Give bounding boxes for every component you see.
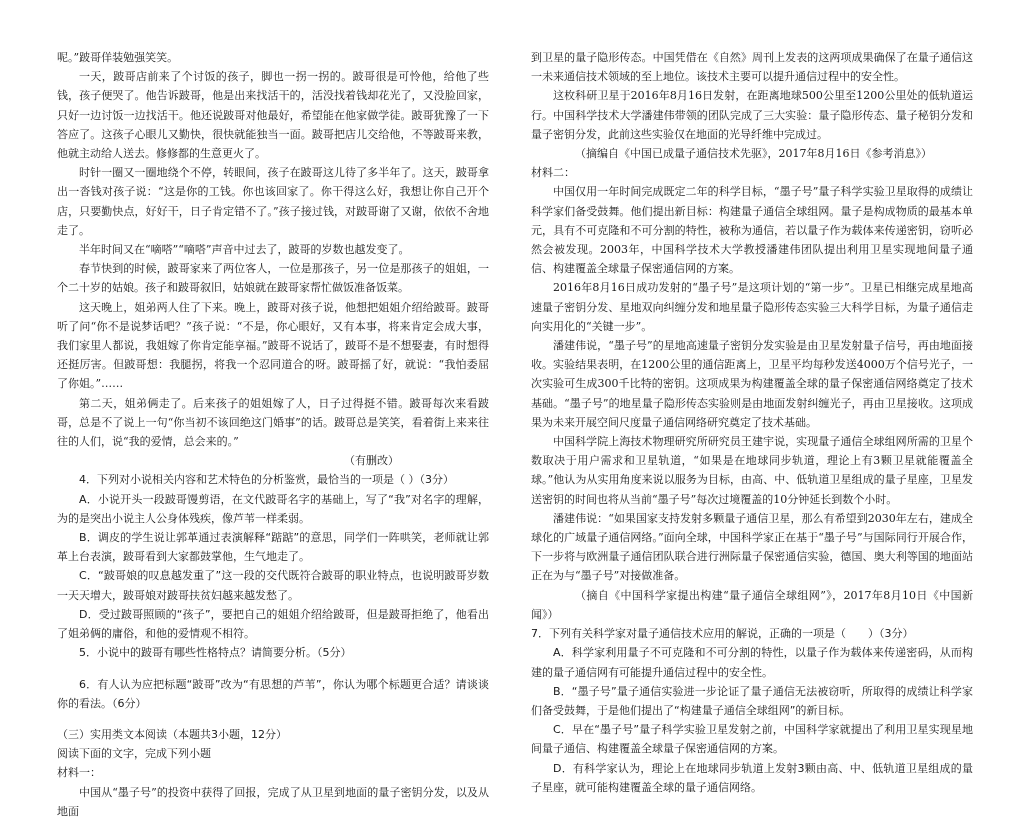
story-paragraph: 时针一圈又一圈地绕个不停，转眼间，孩子在跛哥这儿待了多半年了。这天，跛哥拿出一沓钱对孩子说：“这是你的工钱。你也该回家了。你干得这么好，我想让你自己开个店，只要勤快点，好好干，日子肯定错不了。”孩子接过钱，对跛哥谢了又谢，依依不舍地走了。 — [57, 166, 489, 237]
question-4-stem: 4．下列对小说相关内容和艺术特色的分析鉴赏，最恰当的一项是（ ）（3分） — [79, 473, 454, 487]
section-3-instruction: 阅读下面的文字，完成下列小题 — [57, 747, 211, 761]
material-1-paragraph: 中国从“墨子号”的投资中获得了回报，完成了从卫星到地面的量子密钥分发，以及从地面 — [57, 785, 489, 818]
story-paragraph: 春节快到的时候，跛哥家来了两位客人，一位是那孩子，另一位是那孩子的姐姐，一个二十岁的姑娘。孩子和跛哥叙旧，姑娘就在跛哥家帮忙做饭准备饭菜。 — [57, 262, 489, 295]
story-source: （有删改） — [344, 454, 399, 468]
material-1-paragraph: 这枚科研卫星于2016年8月16日发射，在距离地球500公里至1200公里处的低轨道运行。中国科学技术大学潘建伟带领的团队完成了三大实验：量子隐形传态、量子秘钥分发和量子密钥分发，此前这些实验仅在地面的光导纤维中完成过。 — [531, 89, 973, 141]
story-paragraph: 呢。”跛哥佯装勉强笑笑。 — [57, 51, 179, 64]
question-7-option-d: D．有科学家认为，理论上在地球同步轨道上发射3颗由高、中、低轨道卫星组成的量子星座，就可能构建覆盖全球的量子通信网络。 — [531, 761, 973, 794]
question-4-option-a: A．小说开头一段跛哥馒剪语，在文代跛哥名字的基础上，写了“我”对名字的理解，为的是突出小说主人公身体残疾，像芦苇一样柔弱。 — [57, 492, 489, 525]
material-2-reference: （摘自《中国科学家提出构建“量子通信全球组网”》，2017年8月10日《中国新闻》） — [531, 588, 973, 621]
story-paragraph: 第二天，姐弟俩走了。后来孩子的姐姐嫁了人，日子过得挺不错。跛哥每次来看跛哥，总是不了说上一句“你当初不该回绝这门婚事”的话。跛哥总是笑笑，看着街上来来往往的人们，说“我的爱情，总会来的。” — [57, 396, 489, 449]
question-4-option-d: D．受过跛哥照顾的“孩子”，要把自己的姐姐介绍给跛哥，但是跛哥拒绝了，他看出了姐弟俩的庸俗，和他的爱情观不相符。 — [57, 607, 489, 641]
right-column — [531, 48, 973, 797]
material-2-paragraph: 中国科学院上海技术物理研究所研究员王建宇说，实现量子通信全球组网所需的卫星个数取决于用户需求和卫星轨道，“如果是在地球同步轨道，理论上有3颗卫星就能覆盖全球。”他认为从实用角度来说以服务为目标，由高、中、低轨道卫星组成的量子星座，卫星发送密钥的时间也将从当前“墨子号”每次过境覆盖的10分钟延长到数个小时。 — [531, 435, 973, 506]
left-column — [57, 48, 489, 821]
material-2-label: 材料二： — [531, 166, 575, 180]
section-3-title: （三）实用类文本阅读（本题共3小题，12分） — [57, 727, 287, 741]
material-2-paragraph: 2016年8月16日成功发射的“墨子号”是这项计划的“第一步”。卫星已相继完成星地高速量子密钥分发、星地双向纠缠分发和地星量子隐形传态实验三大科学目标，为量子通信走向实用化的“关键一步”。 — [531, 281, 973, 333]
question-7-option-c: C．早在“墨子号”量子科学实验卫星发射之前，中国科学家就提出了利用卫星实现星地间量子通信、构建覆盖全球量子保密通信网的方案。 — [531, 723, 973, 756]
material-2-paragraph: 潘建伟说，“墨子号”的星地高速量子密钥分发实验是由卫星发射量子信号，再由地面接收。实验结果表明，在1200公里的通信距离上，卫星平均每秒发送4000万个信号光子，一次实验可生成300千比特的密钥。这项成果为构建覆盖全球的量子保密通信网络奠定了技术基础。“墨子号”的地星量子隐形传态实验则是由地面发射纠缠光子，再由卫星接收。这项成果为未来开展空间尺度量子通信网络研究奠定了技术基础。 — [531, 339, 973, 429]
story-paragraph: 一天，跛哥店前来了个讨饭的孩子，脚也一拐一拐的。跛哥很是可怜他，给他了些钱，孩子便哭了。他告诉跛哥，他是出来找活干的，活没找着钱却花光了，又没脸回家，只好一边讨饭一边找活干。他还说跛哥对他最好，希望能在他家做学徒。跛哥犹豫了一下答应了。这孩子心眼儿又勤快，很快就能独当一面。跛哥把店儿交给他，不等跛哥来教，他就主动给人送去。修修都的生意更火了。 — [57, 70, 489, 161]
material-2-paragraph: 中国仅用一年时间完成既定二年的科学目标，“墨子号”量子科学实验卫星取得的成绩让科学家们备受鼓舞。他们提出新目标：构建量子通信全球组网。量子是构成物质的最基本单元，具有不可克隆和不可分割的特性，被称为通信，若以量子作为载体来传递密钥，窃听必然会被发现。2003年，中国科学技术大学教授潘建伟团队提出利用卫星实现地间量子通信、构建覆盖全球量子保密通信网的方案。 — [531, 185, 973, 276]
question-6: 6．有人认为应把标题“跛哥”改为“有思想的芦苇”，你认为哪个标题更合适？请谈谈你的看法。（6分） — [57, 677, 489, 710]
material-1-reference: （摘编自《中国已成量子通信技术先驱》，2017年8月16日《参考消息》） — [575, 147, 932, 161]
story-paragraph: 半年时间又在“嘀嗒”“嘀嗒”声音中过去了，跛哥的岁数也越发变了。 — [79, 243, 410, 257]
question-7-stem: 7．下列有关科学家对量子通信技术应用的解说，正确的一项是（ ）（3分） — [531, 627, 914, 641]
question-7-option-a: A．科学家利用量子不可克隆和不可分割的特性，以量子作为载体来传递密码，从而构建的量子通信网有可能提升通信过程中的安全性。 — [531, 646, 973, 679]
question-4-option-c: C．“跛哥娘的叹息越发重了”这一段的交代既符合跛哥的职业特点，也说明跛哥岁数一天天增大，跛哥娘对跛哥扶贫妇越来越发愁了。 — [57, 569, 489, 602]
material-2-paragraph: 潘建伟说：“如果国家支持发射多颗量子通信卫星，那么有希望到2030年左右，建成全球化的广域量子通信网络。”面向全球，中国科学家正在基于“墨子号”与国际同行开展合作，下一步将与欧洲量子通信团队联合进行洲际量子保密通信实验，德国、奥大利等国的地面站正在为与“墨子号”对接做准备。 — [531, 511, 973, 583]
question-5: 5．小说中的跛哥有哪些性格特点？请简要分析。（5分） — [79, 646, 352, 660]
material-1-label: 材料一： — [57, 766, 101, 780]
question-7-option-b: B．“墨子号”量子通信实验进一步论证了量子通信无法被窃听，所取得的成绩让科学家们备受鼓舞，于是他们提出了“构建量子通信全球组网”的新目标。 — [531, 684, 973, 717]
material-1-paragraph: 到卫星的量子隐形传态。中国凭借在《自然》周刊上发表的这两项成果确保了在量子通信这一未来通信技术领域的至上地位。该技术主要可以提升通信过程中的安全性。 — [531, 51, 973, 84]
story-paragraph: 这天晚上，姐弟两人住了下来。晚上，跛哥对孩子说，他想把姐姐介绍给跛哥。跛哥听了问“你不是说梦话吧？”孩子说：“不是，你心眼好，又有本事，将来肯定会成大事，我们家里人都说，我姐嫁了你肯定能享福。”跛哥不说话了，跛哥不是不想娶妻，有时想得还挺厉害。但跛哥想：我腿拐，将我一个忍同道合的呀。跛哥摇了好，就说：“我怕委屈了你姐。”…… — [57, 300, 489, 391]
question-4-option-b: B．调皮的学生说让郭革通过表演解释“踮踮”的意思，同学们一阵哄笑，老师就让郭革上台表演，跛哥看到大家都鼓掌他，生气地走了。 — [57, 531, 489, 564]
